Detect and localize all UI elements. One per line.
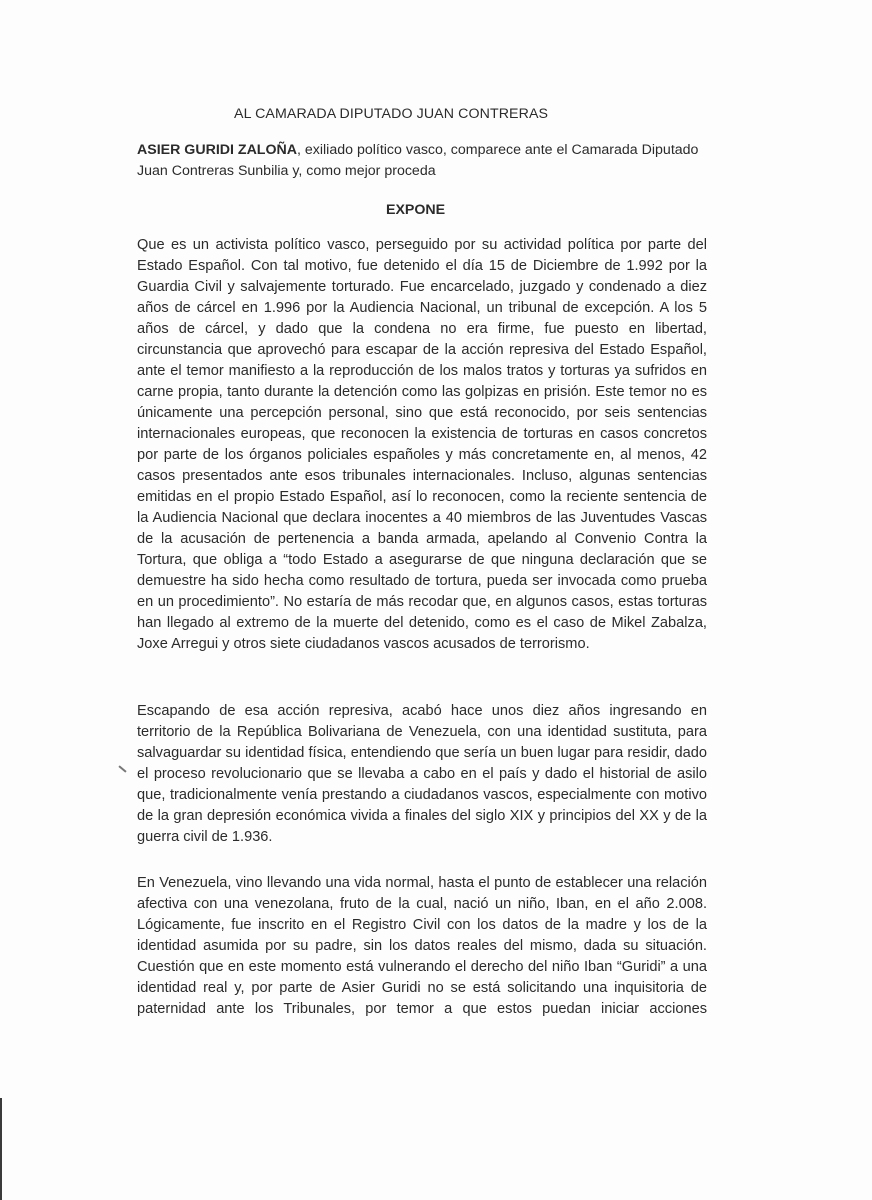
intro-text: , exiliado político vasco, comparece ante el Camarada Diputado Juan Contreras Sunbilia y, como mejor proceda [137,142,699,179]
body-paragraph-1: Que es un activista político vasco, perseguido por su actividad política por parte del Estado Español. Con tal motivo, fue detenido el día 15 de Diciembre de 1.992 por la Guardia Civil y salvajemente torturado. Fue encarcelado, juzgado y condenado a diez años de cárcel en 1.996 por la Audiencia Nacional, un tribunal de excepción. A los 5 años de cárcel, y dado que la condena no era firme, fue puesto en libertad, circunstancia que aprovechó para escapar de la acción represiva del Estado Español, ante el temor manifiesto a la reproducción de los malos tratos y torturas ya sufridos en carne propia, tanto durante la detención como las golpizas en prisión. Este temor no es únicamente una percepción personal, sino que está reconocido, por seis sentencias internacionales europeas, que reconocen la existencia de torturas en casos concretos por parte de los órganos policiales españoles y más concretamente en, al menos, 42 casos presentados ante esos tribunales internacionales. Incluso, algunas sentencias emitidas en el propio Estado Español, así lo reconocen, como la reciente sentencia de la Audiencia Nacional que declara inocentes a 40 miembros de las Juventudes Vascas de la acusación de pertenencia a banda armada, apelando al Convenio Contra la Tortura, que obliga a “todo Estado a asegurarse de que ninguna declaración que se demuestre ha sido hecha como resultado de tortura, pueda ser invocada como prueba en un procedimiento”. No estaría de más recodar que, en algunos casos, estas torturas han llegado al extremo de la muerte del detenido, como es el caso de Mikel Zabalza, Joxe Arregui y otros siete ciudadanos vascos acusados de terrorismo. [137,237,707,652]
petitioner-name: ASIER GURIDI ZALOÑA [137,142,298,158]
scan-edge-mark [0,1098,2,1200]
document-title: AL CAMARADA DIPUTADO JUAN CONTRERAS [234,106,549,122]
section-heading: EXPONE [386,202,446,218]
body-paragraph-3: En Venezuela, vino llevando una vida normal, hasta el punto de establecer una relación afectiva con una venezolana, fruto de la cual, nació un niño, Iban, en el año 2.008. Lógicamente, fue inscrito en el Registro Civil con los datos de la madre y los de la identidad asumida por su padre, sin los datos reales del mismo, dada su situación. Cuestión que en este momento está vulnerando el derecho del niño Iban “Guridi” a una identidad real y, por parte de Asier Guridi no se está solicitando una inquisitoria de paternidad ante los Tribunales, por temor a que estos puedan iniciar acciones [137,875,707,1017]
scan-speck-mark [118,765,126,772]
intro-paragraph [137,140,722,182]
body-paragraph-2: Escapando de esa acción represiva, acabó hace unos diez años ingresando en territorio de la República Bolivariana de Venezuela, con una identidad sustituta, para salvaguardar su identidad física, entendiendo que sería un buen lugar para residir, dado el proceso revolucionario que se llevaba a cabo en el país y dado el historial de asilo que, tradicionalmente venía prestando a ciudadanos vascos, especialmente con motivo de la gran depresión económica vivida a finales del siglo XIX y principios del XX y de la guerra civil de 1.936. [137,703,707,845]
